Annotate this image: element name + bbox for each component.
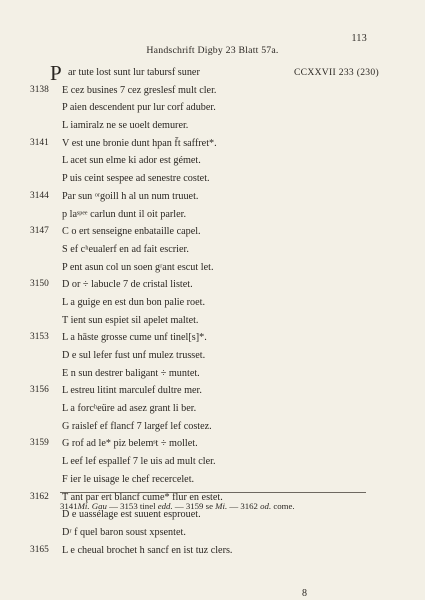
verse-text: V est une bronie dunt hpan f̄t saffret*. — [62, 137, 217, 149]
verse-text: L acet sun elme ki ador est gémet. — [62, 155, 201, 167]
verse-text: ar tute lost sunt lur tabursf suner — [68, 67, 200, 78]
verse-text: L a hāste grosse cume unf tinel[s]*. — [62, 332, 207, 344]
note-siglum: od. — [260, 501, 272, 511]
footnote-rule — [60, 492, 366, 493]
verse-text: P ent asun col un soen gʳant escut let. — [62, 261, 214, 273]
page-number: 113 — [351, 33, 367, 44]
verse-line — [0, 241, 425, 259]
verse-text: E cez busines 7 cez greslesf mult cler. — [62, 84, 217, 96]
verse-line — [0, 435, 425, 453]
verse-line — [0, 329, 425, 347]
verse-line — [0, 188, 425, 206]
verse-line — [0, 99, 425, 117]
line-number: 3162 — [30, 491, 49, 502]
verse-line — [0, 382, 425, 400]
verse-text: L iamiralz ne se uoelt demurer. — [62, 120, 189, 132]
note-siglum: Mi. Gau — [77, 501, 107, 511]
verse-line — [0, 276, 425, 294]
verse-line — [0, 471, 425, 489]
verse-text: L eef lef espallef 7 le uis ad mult cler. — [62, 456, 216, 468]
verse-line — [0, 542, 425, 560]
verse-line — [0, 206, 425, 224]
verse-text: L a forcʰeüre ad asez grant li ber. — [62, 403, 197, 415]
verse-line — [0, 259, 425, 277]
running-header: Handschrift Digby 23 Blatt 57a. — [146, 45, 279, 56]
verse-text: D or ÷ labucle 7 de cristal listet. — [62, 279, 193, 291]
verse-text: S ef cʰeualerf en ad fait escrier. — [62, 243, 189, 255]
verse-text: T ant par ert blancf cume* flur en estet. — [62, 491, 223, 503]
line-number: 3165 — [30, 544, 49, 555]
verse-text: L a guige en est dun bon palie roet. — [62, 296, 206, 308]
verse-text: Dʳ f quel baron soust xpsentet. — [62, 526, 186, 538]
verse-line — [0, 223, 425, 241]
line-number: 3150 — [30, 279, 49, 290]
verse-text: T ient sun espiet sil apelet maltet. — [62, 314, 199, 326]
footnotes — [60, 498, 372, 515]
verse-line — [0, 135, 425, 153]
verse-line — [0, 82, 425, 100]
verse-line — [0, 365, 425, 383]
verse-text: L estreu litint marculef dultre mer. — [62, 385, 202, 397]
verse-text: P uis ceint sespee ad senestre costet. — [62, 173, 210, 185]
line-number: 3141 — [30, 137, 49, 148]
line-number: 3138 — [30, 84, 49, 95]
verse-text: G rof ad le* piz belemˢt ÷ mollet. — [62, 438, 198, 450]
verse-line — [0, 400, 425, 418]
verse-line — [0, 294, 425, 312]
line-number: 3144 — [30, 190, 49, 201]
line-number: 3159 — [30, 438, 49, 449]
note-text: 3141 — [60, 501, 78, 511]
verse-line — [0, 152, 425, 170]
line-number: 3153 — [30, 332, 49, 343]
verse-text: D e sul lefer fust unf mulez trusset. — [62, 350, 206, 361]
verse-block — [0, 61, 425, 559]
verse-text: D e uassélage est suuent esprouet. — [62, 509, 201, 521]
verse-text: E n sun destrer baligant ÷ muntet. — [62, 367, 200, 379]
verse-line — [0, 453, 425, 471]
note-text: — 3159 se — [172, 501, 216, 511]
verse-line — [0, 61, 425, 85]
verse-text: p laˢᵖᵉᵉ carlun dunt il oit parler. — [62, 208, 187, 220]
note-siglum: edd. — [157, 501, 173, 511]
line-number: 3147 — [30, 226, 49, 237]
note-text: — 3153 tinel — [106, 501, 158, 511]
verse-text: G raislef ef flancf 7 largef lef costez. — [62, 420, 212, 432]
verse-line — [0, 347, 425, 365]
verse-line — [0, 117, 425, 135]
verse-text: C o ert senseigne enbataille capel. — [62, 226, 201, 238]
verse-line — [0, 524, 425, 542]
drop-capital: P — [50, 61, 62, 85]
note-text: come. — [271, 501, 295, 511]
laisse-label: CCXXVII 233 (230) — [293, 67, 379, 78]
verse-text: L e cheual brochet h sancf en ist tuz clers. — [62, 544, 233, 556]
verse-text: Par sun ᵒʳgoill h al un num truuet. — [62, 190, 199, 202]
verse-line — [0, 312, 425, 330]
line-number: 3156 — [30, 385, 49, 396]
verse-text: F ier le uisage le chef recercelet. — [62, 473, 195, 485]
note-siglum: Mi. — [215, 501, 228, 511]
verse-text: P aien descendent pur lur corf aduber. — [62, 102, 216, 114]
note-text: — 3162 — [227, 501, 261, 511]
signature-mark: 8 — [302, 588, 307, 599]
verse-line — [0, 170, 425, 188]
verse-line — [0, 418, 425, 436]
